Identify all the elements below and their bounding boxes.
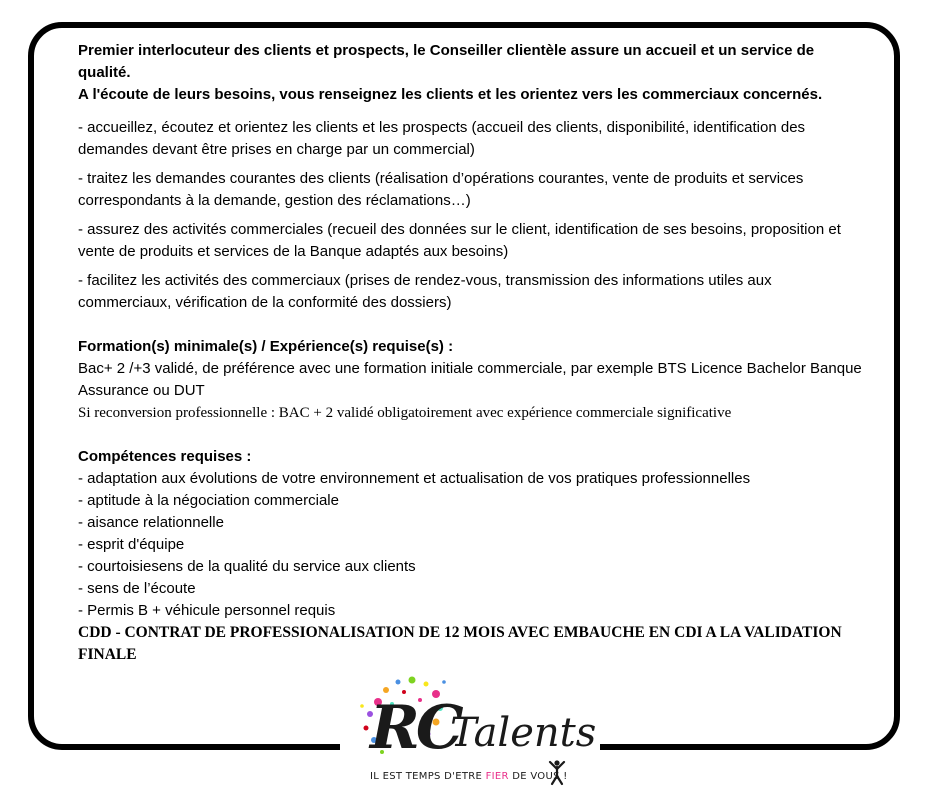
formation-line-1: Bac+ 2 /+3 validé, de préférence avec une formation initiale commerciale, par exemple BTS Licence Bachelor Banque Assurance ou DUT	[78, 360, 862, 399]
competence-item: - aptitude à la négociation commerciale	[78, 492, 339, 509]
job-description	[78, 40, 868, 666]
logo-initials: RC	[370, 693, 460, 763]
competence-item: - adaptation aux évolutions de votre environnement et actualisation de vos pratiques professionnelles	[78, 470, 751, 487]
mission-item: - accueillez, écoutez et orientez les clients et les prospects (accueil des clients, disponibilité, identification des demandes devant être prises en charge par un commercial)	[78, 119, 806, 158]
formation-heading: Formation(s) minimale(s) / Expérience(s) requise(s) :	[78, 338, 454, 355]
competence-item: - Permis B + véhicule personnel requis	[78, 602, 336, 619]
mission-item: - traitez les demandes courantes des clients (réalisation d’opérations courantes, vente de produits et services correspondants à la demande, gestion des réclamations…)	[78, 170, 804, 209]
logo-tagline	[370, 771, 568, 782]
missions-list	[78, 117, 868, 314]
formation-section	[78, 336, 868, 424]
tagline-end: DE VOUS !	[508, 771, 568, 782]
competence-item: - sens de l’écoute	[78, 580, 196, 597]
competence-item: - courtoisiesens de la qualité du service aux clients	[78, 558, 416, 575]
contract-type: CDD - CONTRAT DE PROFESSIONALISATION DE 12 MOIS AVEC EMBAUCHE EN CDI A LA VALIDATION FINALE	[78, 624, 842, 663]
mission-item: - facilitez les activités des commerciaux (prises de rendez-vous, transmission des informations utiles aux commerciaux, vérification de la conformité des dossiers)	[78, 272, 772, 311]
logo-name: Talents	[450, 710, 597, 756]
competences-heading: Compétences requises :	[78, 448, 252, 465]
tagline-start: IL EST TEMPS D'ETRE	[370, 771, 486, 782]
mission-item: - assurez des activités commerciales (recueil des données sur le client, identification de ses besoins, proposition et vente de produits et services de la Banque adaptés aux besoins)	[78, 221, 841, 260]
intro-section	[78, 40, 868, 106]
competence-item: - aisance relationnelle	[78, 514, 224, 531]
rc-talents-logo	[340, 662, 600, 788]
competence-item: - esprit d'équipe	[78, 536, 185, 553]
intro-line-2: A l'écoute de leurs besoins, vous renseignez les clients et les orientez vers les commerciaux concernés.	[78, 86, 823, 103]
intro-line-1: Premier interlocuteur des clients et prospects, le Conseiller clientèle assure un accueil et un service de qualité.	[78, 42, 815, 81]
spacer	[78, 424, 868, 446]
formation-line-2: Si reconversion professionnelle : BAC + 2 validé obligatoirement avec expérience commerciale significative	[78, 405, 732, 421]
tagline-highlight: FIER	[485, 771, 509, 782]
competences-section	[78, 446, 868, 622]
